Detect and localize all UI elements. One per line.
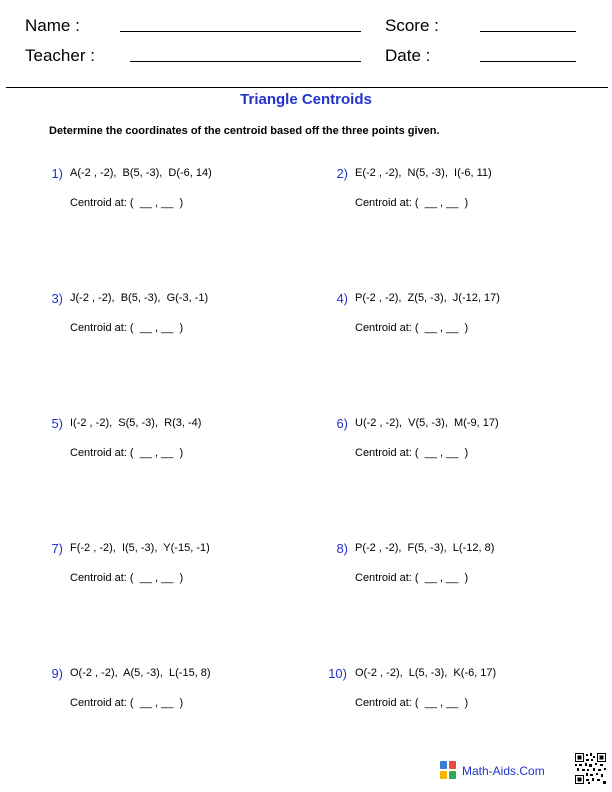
qr-code-icon xyxy=(574,752,607,785)
problem-number: 3) xyxy=(51,291,63,306)
problem-points: O(-2 , -2), A(5, -3), L(-15, 8) xyxy=(70,667,211,679)
calculator-icon xyxy=(440,761,457,780)
centroid-answer[interactable]: Centroid at: ( __ , __ ) xyxy=(355,447,469,459)
problem-number: 8) xyxy=(336,541,348,556)
centroid-answer[interactable]: Centroid at: ( __ , __ ) xyxy=(355,197,469,209)
name-label: Name : xyxy=(25,16,80,35)
centroid-answer[interactable]: Centroid at: ( __ , __ ) xyxy=(355,697,469,709)
name-field-line[interactable] xyxy=(120,31,361,32)
problem-points: U(-2 , -2), V(5, -3), M(-9, 17) xyxy=(355,417,499,429)
date-label: Date : xyxy=(385,46,431,65)
brand-name: Math-Aids.Com xyxy=(462,763,545,778)
problem-points: E(-2 , -2), N(5, -3), I(-6, 11) xyxy=(355,167,492,179)
score-field-line[interactable] xyxy=(480,31,576,32)
problem-number: 6) xyxy=(336,416,348,431)
score-label: Score : xyxy=(385,16,439,35)
footer-brand[interactable] xyxy=(440,761,545,780)
problem-5 xyxy=(48,416,308,476)
problem-points: I(-2 , -2), S(5, -3), R(3, -4) xyxy=(70,417,202,429)
problem-number: 7) xyxy=(51,541,63,556)
problem-number: 10) xyxy=(328,666,347,681)
teacher-label: Teacher : xyxy=(25,46,95,65)
problem-points: J(-2 , -2), B(5, -3), G(-3, -1) xyxy=(70,292,209,304)
centroid-answer[interactable]: Centroid at: ( __ , __ ) xyxy=(70,322,184,334)
centroid-answer[interactable]: Centroid at: ( __ , __ ) xyxy=(355,322,469,334)
problem-6 xyxy=(333,416,593,476)
problem-1 xyxy=(48,166,308,226)
instructions: Determine the coordinates of the centroid based off the three points given. xyxy=(49,125,440,137)
problem-number: 9) xyxy=(51,666,63,681)
teacher-field-line[interactable] xyxy=(130,61,361,62)
problem-9 xyxy=(48,666,308,726)
problem-8 xyxy=(333,541,593,601)
header-divider xyxy=(6,87,608,88)
centroid-answer[interactable]: Centroid at: ( __ , __ ) xyxy=(355,572,469,584)
problem-10 xyxy=(328,666,593,726)
problem-3 xyxy=(48,291,308,351)
date-field-line[interactable] xyxy=(480,61,576,62)
page-title: Triangle Centroids xyxy=(240,91,372,108)
problem-7 xyxy=(48,541,308,601)
centroid-answer[interactable]: Centroid at: ( __ , __ ) xyxy=(70,447,184,459)
problem-number: 5) xyxy=(51,416,63,431)
problem-points: O(-2 , -2), L(5, -3), K(-6, 17) xyxy=(355,667,497,679)
centroid-answer[interactable]: Centroid at: ( __ , __ ) xyxy=(70,697,184,709)
centroid-answer[interactable]: Centroid at: ( __ , __ ) xyxy=(70,197,184,209)
problem-points: F(-2 , -2), I(5, -3), Y(-15, -1) xyxy=(70,542,210,554)
problem-4 xyxy=(333,291,593,351)
problem-points: P(-2 , -2), Z(5, -3), J(-12, 17) xyxy=(355,292,500,304)
problem-2 xyxy=(333,166,593,226)
problem-number: 4) xyxy=(336,291,348,306)
problem-points: P(-2 , -2), F(5, -3), L(-12, 8) xyxy=(355,542,495,554)
problem-points: A(-2 , -2), B(5, -3), D(-6, 14) xyxy=(70,167,212,179)
problem-number: 2) xyxy=(336,166,348,181)
centroid-answer[interactable]: Centroid at: ( __ , __ ) xyxy=(70,572,184,584)
problem-number: 1) xyxy=(51,166,63,181)
